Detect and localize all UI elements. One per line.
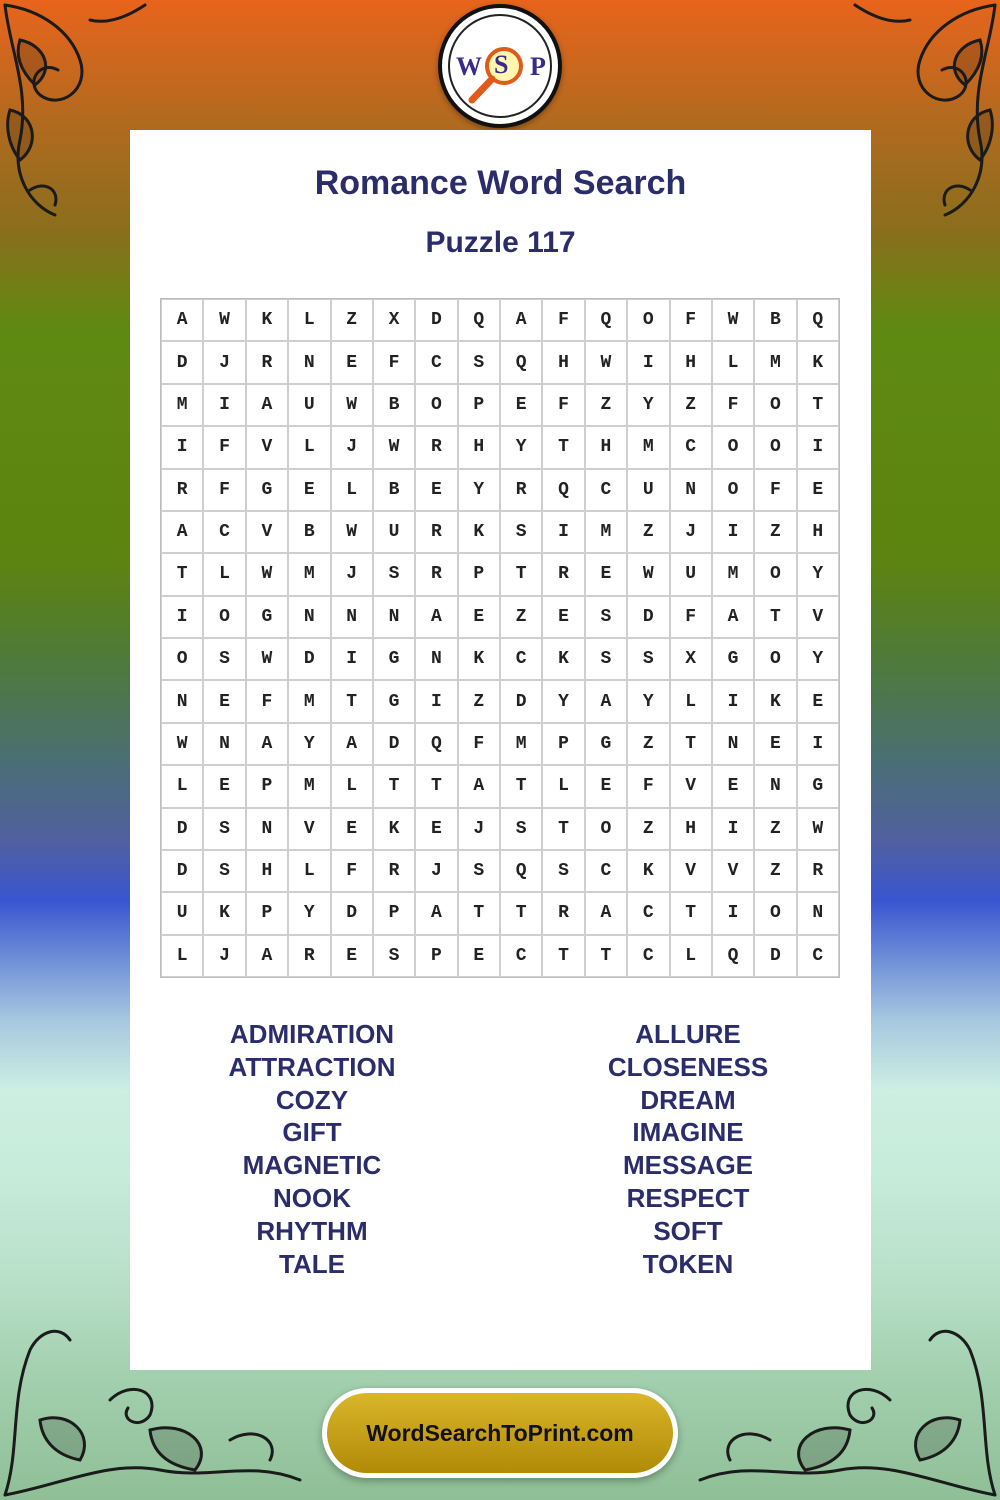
grid-cell[interactable]: V [246,511,288,553]
grid-cell[interactable]: T [542,935,584,977]
grid-cell[interactable]: V [670,765,712,807]
grid-cell[interactable]: O [754,638,796,680]
grid-cell[interactable]: W [585,341,627,383]
grid-cell[interactable]: Y [627,680,669,722]
grid-cell[interactable]: F [670,596,712,638]
grid-cell[interactable]: R [288,935,330,977]
grid-cell[interactable]: J [331,426,373,468]
grid-cell[interactable]: Q [500,341,542,383]
grid-cell[interactable]: L [288,850,330,892]
grid-cell[interactable]: H [542,341,584,383]
grid-cell[interactable]: L [331,469,373,511]
grid-cell[interactable]: D [754,935,796,977]
word-list-item: NOOK [273,1182,351,1213]
grid-cell[interactable]: F [458,723,500,765]
grid-cell[interactable]: N [288,341,330,383]
grid-cell[interactable]: Y [797,553,839,595]
grid-cell[interactable]: T [500,765,542,807]
grid-cell[interactable]: O [415,384,457,426]
grid-cell[interactable]: R [500,469,542,511]
grid-cell[interactable]: B [373,384,415,426]
grid-cell[interactable]: A [161,511,203,553]
grid-cell[interactable]: O [754,553,796,595]
grid-cell[interactable]: U [161,892,203,934]
grid-cell[interactable]: C [797,935,839,977]
grid-cell[interactable]: D [627,596,669,638]
grid-cell[interactable]: O [754,384,796,426]
wsp-logo [438,4,562,128]
grid-cell[interactable]: N [797,892,839,934]
grid-cell[interactable]: O [627,299,669,341]
grid-cell[interactable]: S [500,511,542,553]
grid-cell[interactable]: T [500,553,542,595]
grid-cell[interactable]: L [670,935,712,977]
grid-cell[interactable]: U [627,469,669,511]
grid-cell[interactable]: V [288,808,330,850]
grid-cell[interactable]: E [331,808,373,850]
grid-cell[interactable]: D [331,892,373,934]
grid-cell[interactable]: F [246,680,288,722]
grid-cell[interactable]: I [627,341,669,383]
grid-cell[interactable]: O [161,638,203,680]
grid-cell[interactable]: V [712,850,754,892]
grid-cell[interactable]: W [627,553,669,595]
grid-cell[interactable]: B [754,299,796,341]
grid-cell[interactable]: I [712,808,754,850]
grid-cell[interactable]: S [458,341,500,383]
grid-cell[interactable]: R [415,426,457,468]
letter-grid [160,298,840,978]
grid-cell[interactable]: E [797,469,839,511]
grid-cell[interactable]: Y [542,680,584,722]
grid-cell[interactable]: I [542,511,584,553]
grid-cell[interactable]: T [754,596,796,638]
grid-cell[interactable]: I [712,511,754,553]
grid-cell[interactable]: N [415,638,457,680]
grid-cell[interactable]: Z [670,384,712,426]
grid-cell[interactable]: E [203,680,245,722]
grid-cell[interactable]: U [670,553,712,595]
puzzle-number: Puzzle 117 [425,226,576,259]
grid-cell[interactable]: T [670,892,712,934]
grid-cell[interactable]: Q [585,299,627,341]
word-list-left [162,1018,462,1280]
grid-cell[interactable]: A [458,765,500,807]
grid-cell[interactable]: P [458,553,500,595]
grid-cell[interactable]: M [712,553,754,595]
grid-cell[interactable]: Y [500,426,542,468]
grid-cell[interactable]: I [797,723,839,765]
grid-cell[interactable]: T [542,426,584,468]
grid-cell[interactable]: G [585,723,627,765]
grid-cell[interactable]: Q [797,299,839,341]
grid-cell[interactable]: P [542,723,584,765]
grid-cell[interactable]: A [585,680,627,722]
grid-cell[interactable]: R [246,341,288,383]
grid-cell[interactable]: J [670,511,712,553]
grid-cell[interactable]: T [585,935,627,977]
grid-cell[interactable]: I [797,426,839,468]
grid-cell[interactable]: O [712,426,754,468]
grid-cell[interactable]: L [161,765,203,807]
grid-cell[interactable]: M [288,553,330,595]
grid-cell[interactable]: G [246,469,288,511]
grid-cell[interactable]: D [161,850,203,892]
grid-cell[interactable]: L [670,680,712,722]
grid-cell[interactable]: A [415,892,457,934]
website-button[interactable] [322,1388,678,1478]
word-list-item: MESSAGE [622,1150,754,1181]
grid-cell[interactable]: G [712,638,754,680]
grid-cell[interactable]: S [203,638,245,680]
grid-cell[interactable]: G [373,680,415,722]
grid-cell[interactable]: I [161,426,203,468]
grid-cell[interactable]: W [203,299,245,341]
grid-cell[interactable]: K [754,680,796,722]
grid-cell[interactable]: E [415,808,457,850]
grid-cell[interactable]: C [203,511,245,553]
grid-cell[interactable]: A [331,723,373,765]
grid-cell[interactable]: N [754,765,796,807]
grid-cell[interactable]: E [754,723,796,765]
grid-cell[interactable]: L [161,935,203,977]
grid-cell[interactable]: S [373,935,415,977]
grid-cell[interactable]: Q [415,723,457,765]
grid-cell[interactable]: U [288,384,330,426]
grid-cell[interactable]: S [585,596,627,638]
grid-cell[interactable]: G [797,765,839,807]
grid-cell[interactable]: F [542,384,584,426]
grid-cell[interactable]: D [415,299,457,341]
grid-cell[interactable]: F [754,469,796,511]
grid-cell[interactable]: J [203,341,245,383]
corner-ornament-top-right [850,0,1000,230]
grid-cell[interactable]: W [161,723,203,765]
grid-cell[interactable]: O [754,892,796,934]
grid-cell[interactable]: I [712,892,754,934]
grid-cell[interactable]: A [246,384,288,426]
grid-cell[interactable]: Y [627,384,669,426]
grid-cell[interactable]: K [458,511,500,553]
grid-cell[interactable]: H [797,511,839,553]
grid-cell[interactable]: W [246,553,288,595]
grid-cell[interactable]: D [500,680,542,722]
grid-cell[interactable]: F [712,384,754,426]
puzzle-title: Romance Word Search [314,164,687,202]
grid-cell[interactable]: W [797,808,839,850]
grid-cell[interactable]: E [331,341,373,383]
grid-cell[interactable]: M [754,341,796,383]
grid-cell[interactable]: G [246,596,288,638]
grid-cell[interactable]: T [373,765,415,807]
grid-cell[interactable]: L [288,426,330,468]
grid-cell[interactable]: X [670,638,712,680]
word-list-item: ATTRACTION [228,1051,396,1082]
grid-cell[interactable]: Q [458,299,500,341]
grid-cell[interactable]: S [627,638,669,680]
grid-cell[interactable]: B [288,511,330,553]
word-list-right [538,1018,838,1280]
grid-cell[interactable]: T [542,808,584,850]
grid-cell[interactable]: I [331,638,373,680]
grid-cell[interactable]: G [373,638,415,680]
grid-cell[interactable]: N [288,596,330,638]
grid-cell[interactable]: N [161,680,203,722]
grid-cell[interactable]: S [458,850,500,892]
grid-cell[interactable]: J [458,808,500,850]
grid-cell[interactable]: W [246,638,288,680]
grid-cell[interactable]: K [542,638,584,680]
grid-cell[interactable]: U [373,511,415,553]
word-list-item: GIFT [282,1117,342,1148]
grid-cell[interactable]: K [203,892,245,934]
grid-cell[interactable]: D [373,723,415,765]
grid-cell[interactable]: P [415,935,457,977]
grid-cell[interactable]: Q [542,469,584,511]
grid-cell[interactable]: X [373,299,415,341]
grid-cell[interactable]: F [542,299,584,341]
word-list-item: CLOSENESS [607,1051,769,1082]
grid-cell[interactable]: E [288,469,330,511]
grid-cell[interactable]: Q [712,935,754,977]
grid-cell[interactable]: E [712,765,754,807]
grid-cell[interactable]: P [246,892,288,934]
grid-cell[interactable]: E [542,596,584,638]
grid-cell[interactable]: A [712,596,754,638]
grid-cell[interactable]: Z [754,850,796,892]
grid-cell[interactable]: N [670,469,712,511]
grid-cell[interactable]: E [458,935,500,977]
grid-cell[interactable]: Y [458,469,500,511]
grid-cell[interactable]: F [203,426,245,468]
grid-cell[interactable]: W [712,299,754,341]
grid-cell[interactable]: E [331,935,373,977]
grid-cell[interactable]: W [373,426,415,468]
grid-cell[interactable]: T [458,892,500,934]
grid-cell[interactable]: C [627,892,669,934]
grid-cell[interactable]: V [797,596,839,638]
grid-cell[interactable]: K [627,850,669,892]
grid-cell[interactable]: E [203,765,245,807]
grid-cell[interactable]: E [415,469,457,511]
grid-cell[interactable]: D [161,341,203,383]
grid-cell[interactable]: S [585,638,627,680]
grid-cell[interactable]: Z [585,384,627,426]
grid-cell[interactable]: O [712,469,754,511]
grid-cell[interactable]: R [415,511,457,553]
word-list-item: COZY [275,1084,349,1115]
grid-cell[interactable]: N [331,596,373,638]
grid-cell[interactable]: F [203,469,245,511]
grid-cell[interactable]: N [712,723,754,765]
grid-cell[interactable]: L [288,299,330,341]
grid-cell[interactable]: Z [627,511,669,553]
word-list-item: RESPECT [626,1182,750,1213]
grid-cell[interactable]: K [246,299,288,341]
grid-cell[interactable]: V [670,850,712,892]
grid-cell[interactable]: D [288,638,330,680]
grid-cell[interactable]: S [542,850,584,892]
grid-cell[interactable]: H [585,426,627,468]
word-list-item: DREAM [640,1084,736,1115]
grid-cell[interactable]: J [415,850,457,892]
grid-cell[interactable]: Y [797,638,839,680]
grid-cell[interactable]: Q [500,850,542,892]
grid-cell[interactable]: C [627,935,669,977]
grid-cell[interactable]: H [670,808,712,850]
grid-cell[interactable]: T [161,553,203,595]
grid-cell[interactable]: T [500,892,542,934]
grid-cell[interactable]: R [797,850,839,892]
grid-cell[interactable]: A [246,723,288,765]
grid-cell[interactable]: B [373,469,415,511]
grid-cell[interactable]: W [331,384,373,426]
grid-cell[interactable]: R [542,553,584,595]
grid-cell[interactable]: E [500,384,542,426]
logo-letter-s: S [494,50,509,79]
corner-ornament-top-left [0,0,150,230]
grid-cell[interactable]: T [797,384,839,426]
grid-cell[interactable]: T [415,765,457,807]
grid-cell[interactable]: A [585,892,627,934]
grid-cell[interactable]: Z [500,596,542,638]
grid-cell[interactable]: H [458,426,500,468]
word-list-item: SOFT [653,1215,723,1246]
grid-cell[interactable]: J [331,553,373,595]
grid-cell[interactable]: I [203,384,245,426]
grid-cell[interactable]: F [373,341,415,383]
grid-cell[interactable]: K [797,341,839,383]
grid-cell[interactable]: C [500,638,542,680]
grid-cell[interactable]: M [161,384,203,426]
grid-cell[interactable]: A [246,935,288,977]
grid-cell[interactable]: S [373,553,415,595]
grid-cell[interactable]: L [542,765,584,807]
grid-cell[interactable]: Z [331,299,373,341]
grid-cell[interactable]: J [203,935,245,977]
grid-cell[interactable]: A [415,596,457,638]
grid-cell[interactable]: Z [754,511,796,553]
grid-cell[interactable]: I [415,680,457,722]
logo-letter-w: W [456,52,482,81]
grid-cell[interactable]: M [627,426,669,468]
grid-cell[interactable]: R [161,469,203,511]
grid-cell[interactable]: V [246,426,288,468]
grid-cell[interactable]: S [203,808,245,850]
grid-cell[interactable]: M [585,511,627,553]
word-list-item: RHYTHM [256,1215,368,1246]
grid-cell[interactable]: Z [627,808,669,850]
grid-cell[interactable]: M [288,765,330,807]
grid-cell[interactable]: S [203,850,245,892]
word-list-item: MAGNETIC [242,1150,382,1181]
grid-cell[interactable]: C [585,469,627,511]
grid-cell[interactable]: C [585,850,627,892]
grid-cell[interactable]: P [458,384,500,426]
grid-cell[interactable]: A [161,299,203,341]
grid-cell[interactable]: P [373,892,415,934]
grid-cell[interactable]: L [712,341,754,383]
grid-cell[interactable]: E [585,765,627,807]
grid-cell[interactable]: C [670,426,712,468]
grid-cell[interactable]: N [373,596,415,638]
grid-cell[interactable]: Y [288,892,330,934]
grid-cell[interactable]: I [712,680,754,722]
grid-cell[interactable]: M [288,680,330,722]
grid-cell[interactable]: N [203,723,245,765]
word-list-item: TALE [279,1248,345,1279]
word-list-item: TOKEN [642,1248,734,1279]
grid-cell[interactable]: I [161,596,203,638]
grid-cell[interactable]: P [246,765,288,807]
grid-cell[interactable]: N [246,808,288,850]
grid-cell[interactable]: T [670,723,712,765]
logo-letter-p: P [530,52,546,81]
grid-cell[interactable]: O [203,596,245,638]
grid-cell[interactable]: F [627,765,669,807]
grid-cell[interactable]: C [415,341,457,383]
grid-cell[interactable]: T [331,680,373,722]
grid-cell[interactable]: S [500,808,542,850]
grid-cell[interactable]: Z [458,680,500,722]
grid-cell[interactable]: H [670,341,712,383]
grid-cell[interactable]: C [500,935,542,977]
grid-cell[interactable]: R [542,892,584,934]
word-list-item: IMAGINE [632,1117,744,1148]
grid-cell[interactable]: Z [754,808,796,850]
grid-cell[interactable]: E [585,553,627,595]
grid-cell[interactable]: O [754,426,796,468]
grid-cell[interactable]: R [415,553,457,595]
grid-cell[interactable]: Z [627,723,669,765]
grid-cell[interactable]: O [585,808,627,850]
grid-cell[interactable]: E [458,596,500,638]
grid-cell[interactable]: H [246,850,288,892]
grid-cell[interactable]: A [500,299,542,341]
grid-cell[interactable]: K [458,638,500,680]
website-link[interactable]: WordSearchToPrint.com [327,1393,673,1473]
grid-cell[interactable]: E [797,680,839,722]
grid-cell[interactable]: R [373,850,415,892]
grid-cell[interactable]: F [331,850,373,892]
word-list-item: ALLURE [635,1019,741,1049]
grid-cell[interactable]: K [373,808,415,850]
grid-cell[interactable]: F [670,299,712,341]
word-list-item: ADMIRATION [229,1019,395,1049]
puzzle-panel [130,130,871,1370]
grid-cell[interactable]: M [500,723,542,765]
grid-cell[interactable]: D [161,808,203,850]
grid-cell[interactable]: W [331,511,373,553]
grid-cell[interactable]: L [331,765,373,807]
grid-cell[interactable]: Y [288,723,330,765]
grid-cell[interactable]: L [203,553,245,595]
